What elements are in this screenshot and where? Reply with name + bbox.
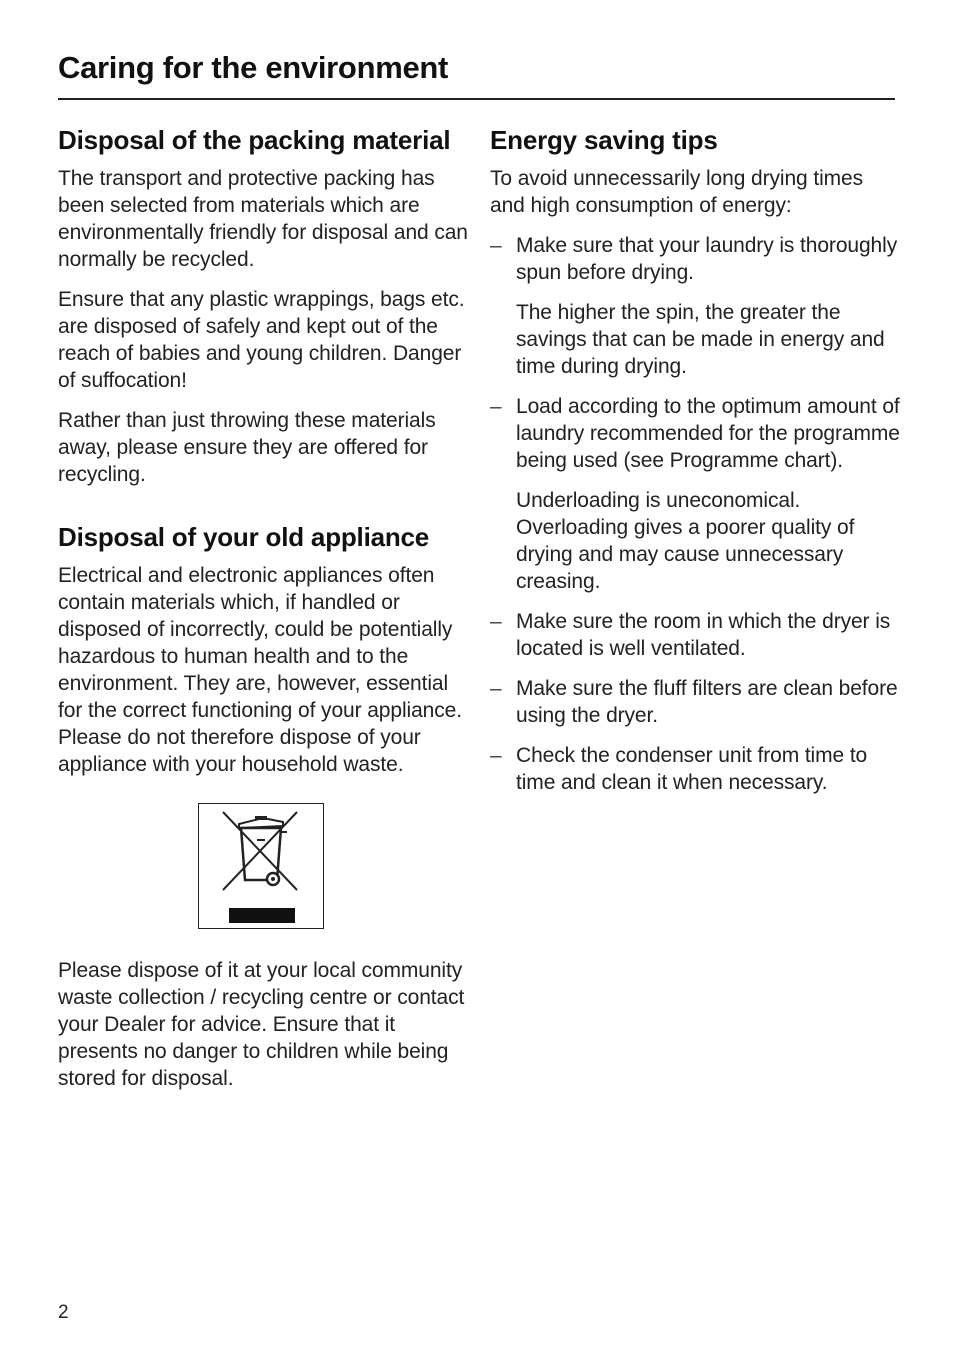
packing-paragraph-3: Rather than just throwing these materials away, please ensure they are offered for recycling. <box>58 409 436 486</box>
energy-tips-list <box>490 232 902 796</box>
dash-bullet: – <box>490 677 502 700</box>
appliance-paragraph: Electrical and electronic appliances often contain materials which, if handled or disposed of incorrectly, could be potentially hazardous to human health and to the environment. They are, however, essential for the correct functioning of your appliance. Please do not therefore dispose of your appliance with your household waste. <box>58 564 462 776</box>
dash-bullet: – <box>490 610 502 633</box>
tip-item <box>490 608 902 662</box>
dash-bullet: – <box>490 395 502 418</box>
page-number: 2 <box>58 1302 69 1323</box>
dash-bullet: – <box>490 744 502 767</box>
dash-bullet: – <box>490 234 502 257</box>
tip-text: Check the condenser unit from time to time and clean it when necessary. <box>516 744 868 794</box>
tip-item <box>490 232 902 380</box>
tip-text: Load according to the optimum amount of laundry recommended for the programme being used (see Programme chart). <box>516 395 900 472</box>
tip-note: Underloading is uneconomical. Overloading gives a poorer quality of drying and may cause unnecessary creasing. <box>516 489 855 593</box>
page-title: Caring for the environment <box>58 50 449 85</box>
title-divider <box>58 98 895 100</box>
tip-item <box>490 393 902 595</box>
appliance-section <box>58 521 474 1092</box>
tip-note: The higher the spin, the greater the savings that can be made in energy and time during drying. <box>516 301 885 378</box>
appliance-heading: Disposal of your old appliance <box>58 522 430 552</box>
packing-paragraph-2: Ensure that any plastic wrappings, bags etc. are disposed of safely and kept out of the reach of babies and young children. Danger of suffocation! <box>58 288 465 392</box>
tip-text: Make sure that your laundry is thoroughly spun before drying. <box>516 234 898 284</box>
appliance-paragraph-after: Please dispose of it at your local community waste collection / recycling centre or contact your Dealer for advice. Ensure that it presents no danger to children while being stored for disposal. <box>58 959 465 1090</box>
energy-heading: Energy saving tips <box>490 125 718 155</box>
right-column <box>490 124 902 809</box>
crossed-out-wheelie-bin-icon <box>198 803 324 929</box>
tip-item <box>490 675 902 729</box>
tip-item <box>490 742 902 796</box>
left-column <box>58 124 474 1105</box>
energy-section <box>490 124 902 796</box>
packing-paragraph-1: The transport and protective packing has been selected from materials which are environmentally friendly for disposal and can normally be recycled. <box>58 167 468 271</box>
packing-section <box>58 124 474 488</box>
tip-text: Make sure the room in which the dryer is located is well ventilated. <box>516 610 891 660</box>
energy-intro: To avoid unnecessarily long drying times and high consumption of energy: <box>490 167 864 217</box>
packing-heading: Disposal of the packing material <box>58 125 451 155</box>
tip-text: Make sure the fluff filters are clean before using the dryer. <box>516 677 898 727</box>
